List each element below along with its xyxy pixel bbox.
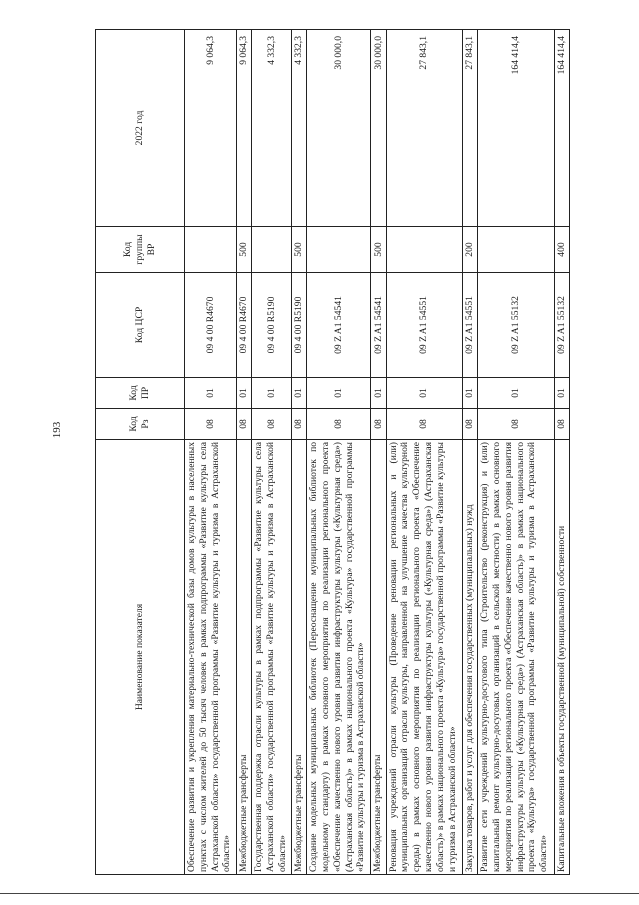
cell-name: Межбюджетные трансферты	[236, 440, 251, 875]
cell-csr: 09 4 00 R5190	[291, 273, 306, 378]
cell-csr: 09 Z A1 55132	[478, 273, 554, 378]
cell-pr: 01	[307, 378, 371, 409]
cell-rz: 08	[236, 409, 251, 440]
header-csr: Код ЦСР	[96, 273, 185, 378]
cell-vr	[185, 227, 237, 273]
table-row	[554, 30, 569, 875]
cell-pr: 01	[478, 378, 554, 409]
budget-table	[95, 29, 570, 875]
cell-vr: 500	[291, 227, 306, 273]
cell-name: Межбюджетные трансферты	[371, 440, 386, 875]
cell-name: Создание модельных муниципальных библиотек (Переоснащение муниципальных библиотек по модельному стандарту) в рамках основного мероприятия по реализации регионального проекта «Обеспечение качественно нового уровня развития инфраструктуры культуры («Культурная среда») (Астраханская область)» в рамках национального проекта «Культура» государственной программы «Развитие культуры и туризма в Астраханской области»	[307, 440, 371, 875]
cell-pr: 01	[386, 378, 462, 409]
header-vr: Код группы ВР	[96, 227, 185, 273]
cell-name: Развитие сети учреждений культурно-досугового типа (Строительство (реконструкция) и (или) капитальный ремонт культурно-досуговых организаций в сельской местности) в рамках основного мероприятия по реализации регионального проекта «Обеспечение качественно нового уровня развития инфраструктуры культуры («Культурная среда») (Астраханская область)» в рамках национального проекта «Культура» государственной программы «Развитие культуры и туризма в Астраханской области»	[478, 440, 554, 875]
cell-rz: 08	[478, 409, 554, 440]
page-number: 193	[51, 421, 63, 439]
cell-name: Капитальные вложения в объекты государственной (муниципальной) собственности	[554, 440, 569, 875]
cell-name: Реновация учреждений отрасли культуры (Проведение реновации региональных и (или) муниципальных организаций отрасли культуры, направленной на улучшение качества культурной среды) в рамках основного мероприятия по реализации регионального проекта «Обеспечение качественно нового уровня развития инфраструктуры культуры («Культурная среда») (Астраханская область)» в рамках национального проекта «Культура» государственной программы «Развитие культуры и туризма в Астраханской области»	[386, 440, 462, 875]
cell-vr: 400	[554, 227, 569, 273]
cell-pr: 01	[291, 378, 306, 409]
cell-csr: 09 4 00 R4670	[236, 273, 251, 378]
header-rz: Код Рз	[96, 409, 185, 440]
cell-amount: 4 332,3	[252, 30, 292, 227]
cell-vr	[478, 227, 554, 273]
cell-rz: 08	[386, 409, 462, 440]
cell-pr: 01	[554, 378, 569, 409]
cell-rz: 08	[291, 409, 306, 440]
header-amount: 2022 год	[96, 30, 185, 227]
cell-vr	[307, 227, 371, 273]
cell-pr: 01	[185, 378, 237, 409]
cell-vr	[386, 227, 462, 273]
table-row	[307, 30, 371, 875]
cell-amount: 4 332,3	[291, 30, 306, 227]
table-row	[185, 30, 237, 875]
cell-vr: 500	[371, 227, 386, 273]
table-row	[478, 30, 554, 875]
table-row	[291, 30, 306, 875]
cell-csr: 09 4 00 R4670	[185, 273, 237, 378]
table-header-row	[96, 30, 185, 875]
cell-rz: 08	[462, 409, 477, 440]
cell-pr: 01	[236, 378, 251, 409]
cell-pr: 01	[252, 378, 292, 409]
table-row	[371, 30, 386, 875]
cell-amount: 9 064,3	[185, 30, 237, 227]
cell-rz: 08	[307, 409, 371, 440]
budget-table-rotated	[95, 30, 570, 875]
cell-amount: 9 064,3	[236, 30, 251, 227]
header-name: Наименование показателя	[96, 440, 185, 875]
cell-csr: 09 Z A1 54541	[307, 273, 371, 378]
cell-vr: 200	[462, 227, 477, 273]
table-row	[386, 30, 462, 875]
cell-pr: 01	[462, 378, 477, 409]
cell-pr: 01	[371, 378, 386, 409]
cell-name: Межбюджетные трансферты	[291, 440, 306, 875]
cell-csr: 09 Z A1 54551	[462, 273, 477, 378]
cell-rz: 08	[185, 409, 237, 440]
cell-csr: 09 Z A1 54551	[386, 273, 462, 378]
cell-csr: 09 4 00 R5190	[252, 273, 292, 378]
cell-name: Закупка товаров, работ и услуг для обеспечения государственных (муниципальных) нужд	[462, 440, 477, 875]
bottom-rule	[0, 893, 639, 894]
cell-amount: 30 000,0	[307, 30, 371, 227]
cell-name: Государственная поддержка отрасли культуры в рамках подпрограммы «Развитие культуры села Астраханской области» государственной программы «Развитие культуры и туризма в Астраханской области»	[252, 440, 292, 875]
cell-vr: 500	[236, 227, 251, 273]
cell-amount: 27 843,1	[386, 30, 462, 227]
table-row	[236, 30, 251, 875]
header-pr: Код ПР	[96, 378, 185, 409]
cell-amount: 27 843,1	[462, 30, 477, 227]
table-row	[462, 30, 477, 875]
cell-name: Обеспечение развития и укрепления материально-технической базы домов культуры в населенных пунктах с числом жителей до 50 тысяч человек в рамках подпрограммы «Развитие культуры села Астраханской области» государственной программы «Развитие культуры и туризма в Астраханской области»	[185, 440, 237, 875]
cell-rz: 08	[554, 409, 569, 440]
cell-csr: 09 Z A1 55132	[554, 273, 569, 378]
cell-amount: 164 414,4	[554, 30, 569, 227]
cell-rz: 08	[371, 409, 386, 440]
cell-amount: 164 414,4	[478, 30, 554, 227]
table-row	[252, 30, 292, 875]
cell-vr	[252, 227, 292, 273]
cell-csr: 09 Z A1 54541	[371, 273, 386, 378]
cell-rz: 08	[252, 409, 292, 440]
cell-amount: 30 000,0	[371, 30, 386, 227]
